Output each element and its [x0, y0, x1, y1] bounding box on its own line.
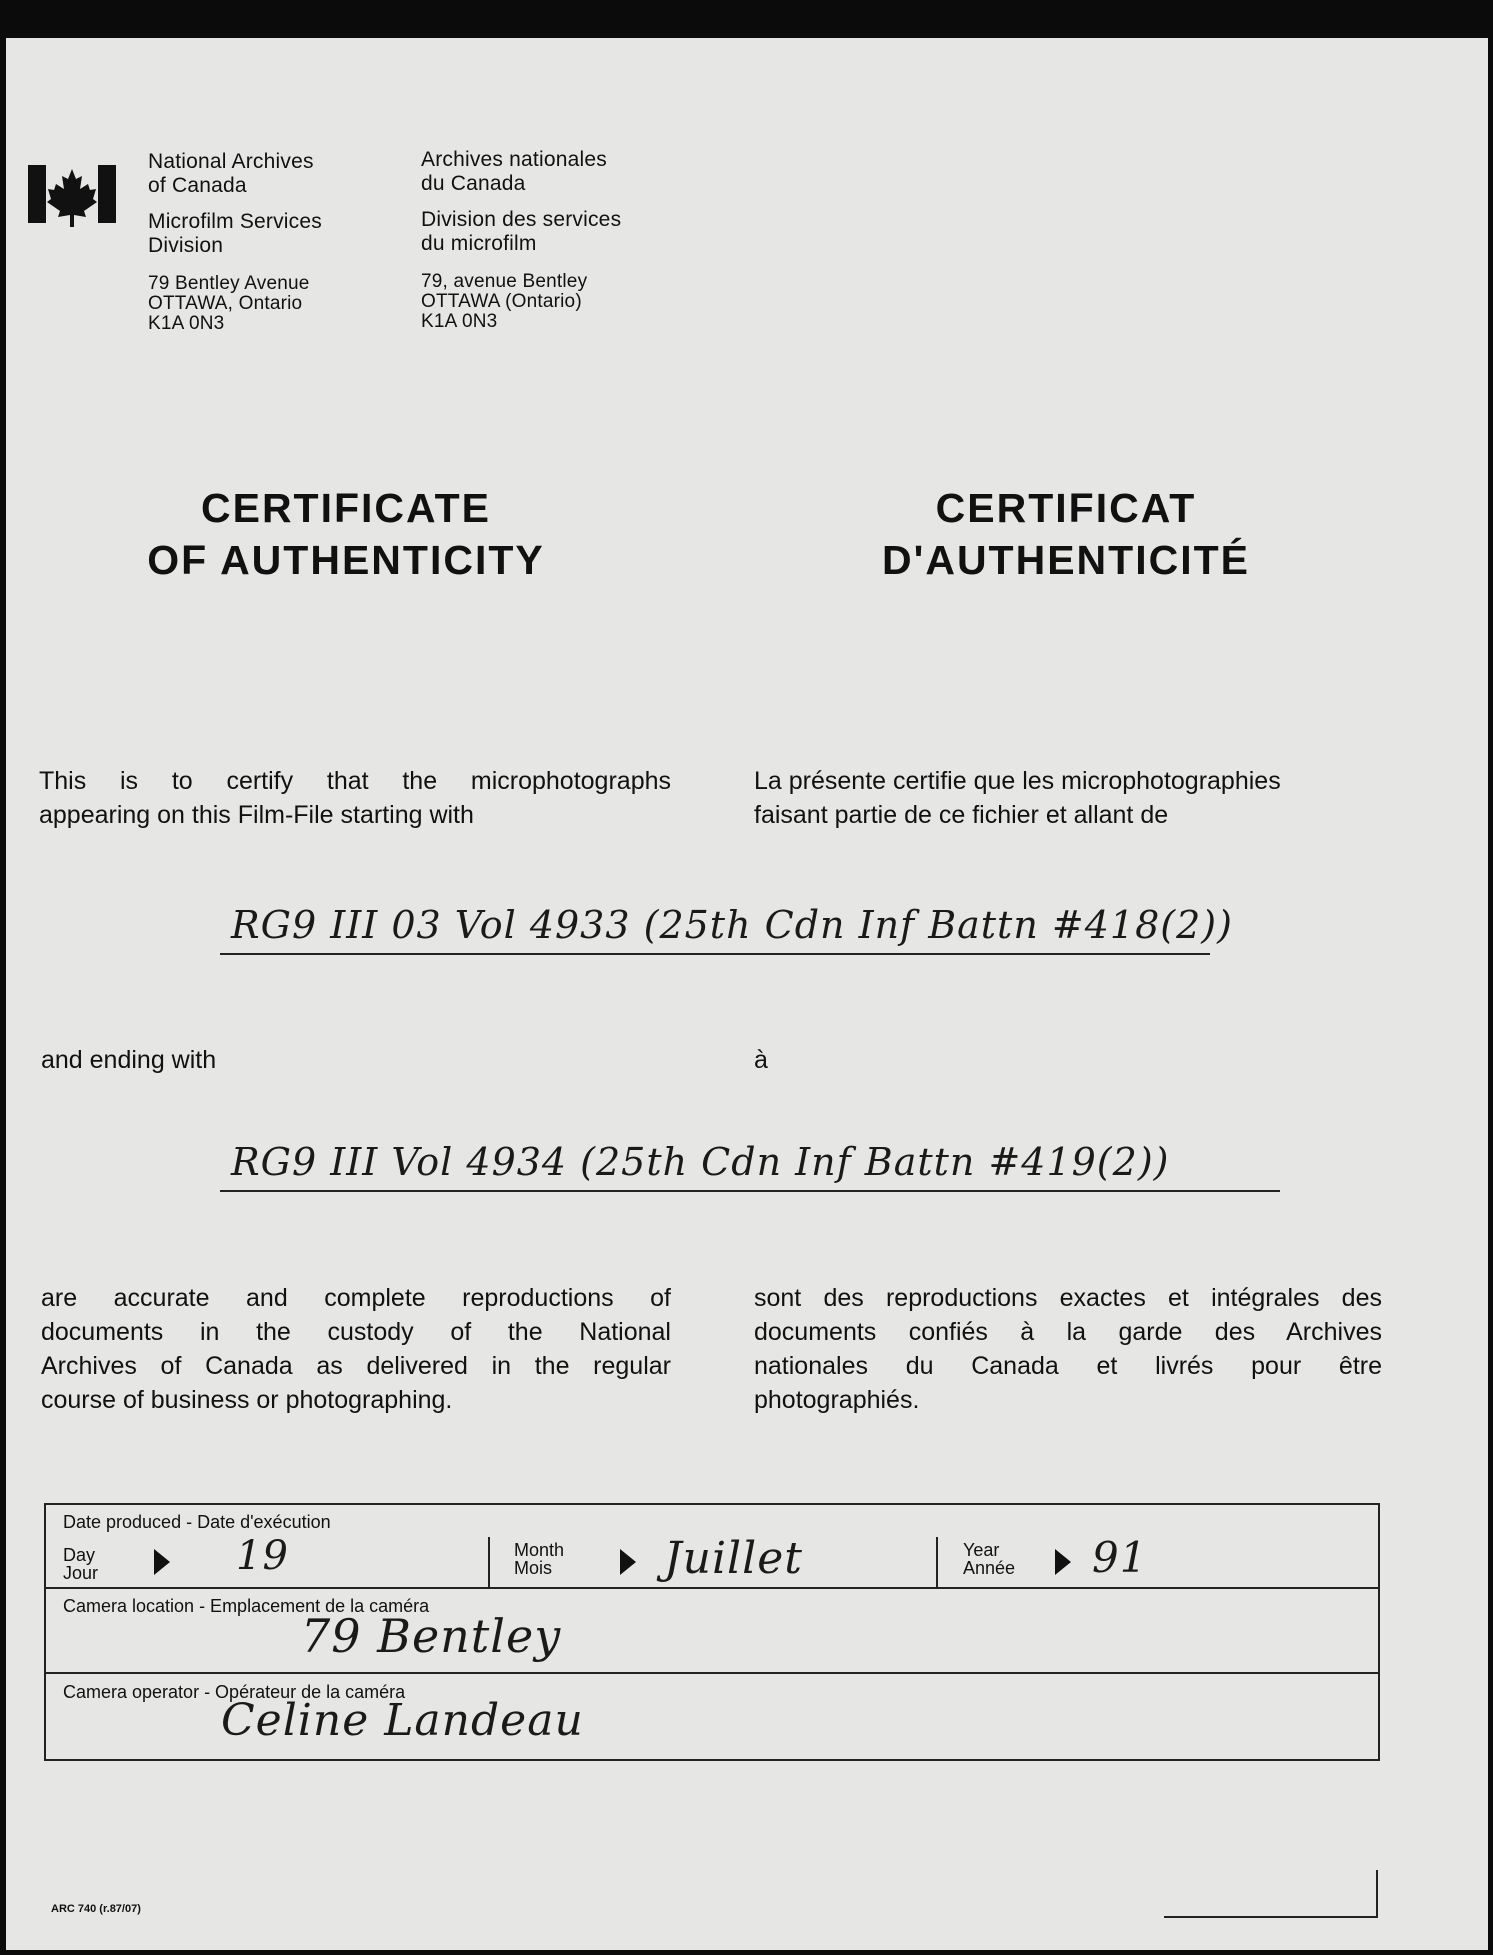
form-divider-vertical	[936, 1537, 938, 1587]
camera-location-value: 79 Bentley	[301, 1609, 562, 1663]
start-reference-line	[220, 953, 1210, 955]
production-details-form	[44, 1503, 1380, 1761]
form-divider-vertical	[488, 1537, 490, 1587]
arrow-right-icon	[1055, 1549, 1071, 1575]
day-label: Day Jour	[63, 1545, 99, 1583]
date-produced-label: Date produced - Date d'exécution	[63, 1512, 331, 1532]
camera-operator-signature: Celine Landeau	[221, 1695, 584, 1746]
day-value: 19	[236, 1533, 289, 1579]
title-fr: CERTIFICAT D'AUTHENTICITÉ	[881, 485, 1250, 583]
camera-operator-label: Camera operator - Opérateur de la caméra	[63, 1682, 406, 1702]
start-reference-handwritten: RG9 III 03 Vol 4933 (25th Cdn Inf Battn #418(2))	[231, 903, 1233, 947]
intro-fr: La présente certifie que les microphotographies faisant partie de ce fichier et allant de	[754, 767, 1281, 829]
month-label: Month Mois	[514, 1540, 565, 1578]
ending-label-fr: à	[754, 1046, 768, 1074]
closing-fr-last: photographiés.	[754, 1386, 920, 1414]
intro-en-line2: appearing on this Film-File starting with	[39, 801, 474, 829]
end-reference-line	[220, 1190, 1280, 1192]
arrow-right-icon	[620, 1549, 636, 1575]
header-address-fr: 79, avenue Bentley OTTAWA (Ontario) K1A 0N3	[421, 271, 588, 332]
signature-line-corner	[1376, 1870, 1378, 1918]
camera-location-label: Camera location - Emplacement de la caméra	[63, 1596, 430, 1616]
intro-en: This is to certify that the microphotographs	[39, 767, 671, 795]
arrow-right-icon	[154, 1549, 170, 1575]
closing-en-last: course of business or photographing.	[41, 1386, 453, 1414]
form-divider	[46, 1587, 1378, 1589]
ending-label-en: and ending with	[41, 1046, 217, 1074]
signature-line	[1164, 1916, 1376, 1918]
header-division-fr: Division des services du microfilm	[421, 208, 622, 255]
header-org-fr: Archives nationales du Canada	[421, 148, 607, 195]
closing-en: are accurate and complete reproductions of documents in the custody of the National Archives of Canada as delivered in the regular	[41, 1284, 671, 1380]
closing-fr: sont des reproductions exactes et intégrales des documents confiés à la garde des Archives nationales du Canada et livrés pour être	[754, 1284, 1382, 1380]
year-value: 91	[1092, 1533, 1148, 1582]
form-divider	[46, 1672, 1378, 1674]
header-division-en: Microfilm Services Division	[148, 210, 322, 257]
title-en: CERTIFICATE OF AUTHENTICITY	[147, 485, 545, 583]
certificate-page	[6, 38, 1488, 1950]
end-reference-handwritten: RG9 III Vol 4934 (25th Cdn Inf Battn #419(2))	[231, 1140, 1170, 1184]
year-label: Year Année	[963, 1540, 1016, 1578]
month-value: Juillet	[664, 1533, 803, 1584]
header-org-en: National Archives of Canada	[148, 150, 314, 197]
header-address-en: 79 Bentley Avenue OTTAWA, Ontario K1A 0N3	[148, 273, 310, 334]
form-code: ARC 740 (r.87/07)	[51, 1903, 141, 1915]
canada-flag-icon	[28, 155, 116, 233]
